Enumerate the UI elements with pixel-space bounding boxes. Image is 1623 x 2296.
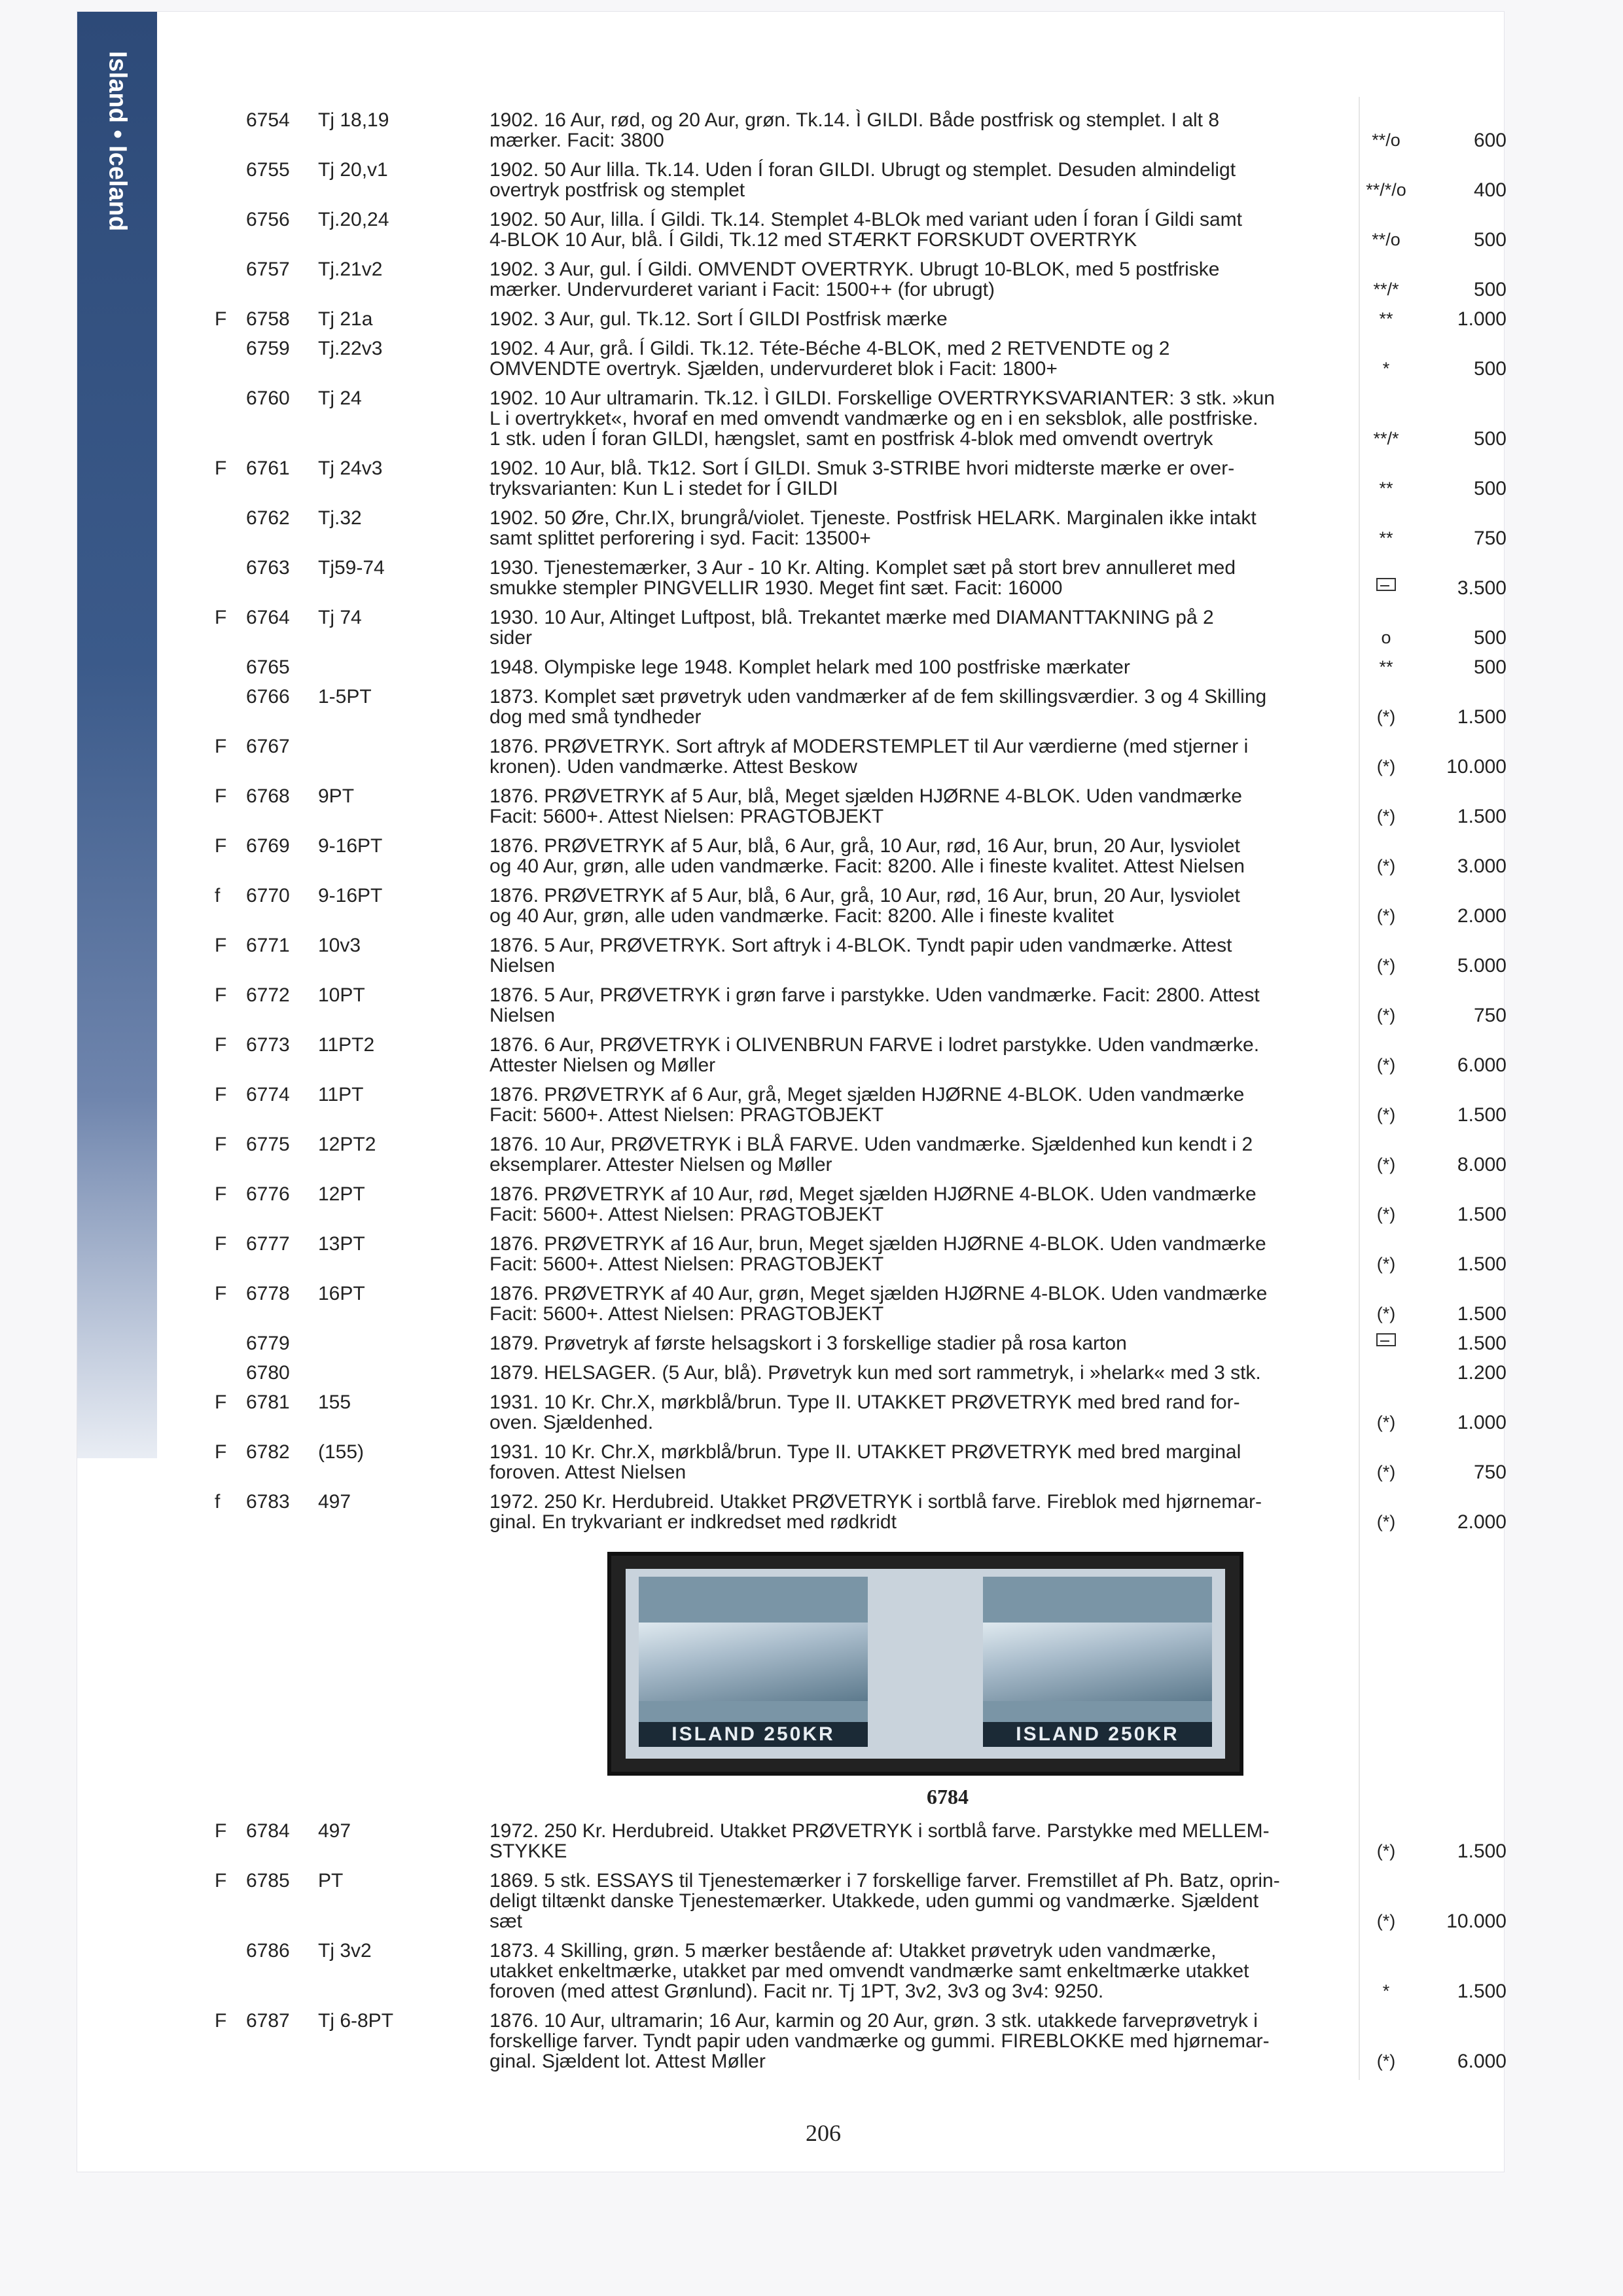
lot-description: 1876. PRØVETRYK af 5 Aur, blå, 6 Aur, grå, 10 Aur, rød, 16 Aur, brun, 20 Aur, lysviolet og 40 Aur, grøn, alle uden vandmærke. Facit: 8200. Alle i fineste kvalitet. Attest Nielsen (490, 835, 1245, 877)
price: 1.500 (1457, 1333, 1507, 1354)
condition: (*) (1376, 707, 1396, 726)
catalogue-number: Tj59-74 (318, 557, 385, 579)
price: 6.000 (1457, 2051, 1507, 2072)
condition: * (1382, 1981, 1390, 2001)
lot-flag: f (215, 1491, 221, 1513)
lot-row (215, 1363, 1517, 1383)
lot-number: 6772 (246, 984, 290, 1006)
lot-row (215, 508, 1517, 548)
lot-flag: F (215, 308, 227, 330)
lot-row (215, 836, 1517, 876)
condition: (*) (1376, 1105, 1396, 1124)
condition: **/* (1373, 279, 1399, 299)
lot-flag: F (215, 984, 227, 1006)
lot-flag: F (215, 457, 227, 479)
condition: (*) (1376, 1254, 1396, 1274)
lot-number: 6762 (246, 507, 290, 529)
price: 2.000 (1457, 905, 1507, 927)
lot-row (215, 110, 1517, 151)
envelope-icon (1376, 1333, 1396, 1346)
price: 1.500 (1457, 806, 1507, 827)
lot-description: 1876. 10 Aur, ultramarin; 16 Aur, karmin og 20 Aur, grøn. 3 stk. utakkede farveprøvetryk i forskellige farver. Tyndt papir uden vandmærke og gummi. FIREBLOKKE med hjørnemar- ginal. Sjældent lot. Attest Møller (490, 2010, 1270, 2072)
lot-description: 1876. PRØVETRYK af 5 Aur, blå, 6 Aur, grå, 10 Aur, rød, 16 Aur, brun, 20 Aur, lysviolet og 40 Aur, grøn, alle uden vandmærke. Facit: 8200. Alle i fineste kvalitet (490, 885, 1240, 927)
catalogue-number: 9PT (318, 785, 355, 807)
condition: **/* (1373, 429, 1399, 448)
price: 500 (1473, 229, 1507, 251)
condition: **/o (1372, 130, 1400, 150)
lot-row (215, 1821, 1517, 1861)
lot-number: 6759 (246, 338, 290, 359)
catalogue-number: Tj.20,24 (318, 209, 389, 230)
price: 750 (1473, 528, 1507, 549)
lot-list-top (215, 110, 1517, 1532)
lot-description: 1902. 3 Aur, gul. Í Gildi. OMVENDT OVERTRYK. Ubrugt 10-BLOK, med 5 postfriske mærker. Undervurderet variant i Facit: 1500++ (for ubrugt) (490, 259, 1220, 300)
lot-number: 6763 (246, 557, 290, 579)
lot-number: 6767 (246, 736, 290, 757)
lot-description: 1948. Olympiske lege 1948. Komplet helark med 100 postfriske mærkater (490, 656, 1130, 678)
price: 1.500 (1457, 706, 1507, 728)
price: 8.000 (1457, 1154, 1507, 1175)
lot-row (215, 886, 1517, 926)
lot-number: 6760 (246, 387, 290, 409)
lot-number: 6786 (246, 1940, 290, 1962)
catalogue-number: Tj.21v2 (318, 259, 383, 280)
catalogue-number: Tj.32 (318, 507, 362, 529)
lot-number: 6756 (246, 209, 290, 230)
sidebar-label: Island • Iceland (103, 51, 132, 232)
price: 1.500 (1457, 1104, 1507, 1126)
condition: (*) (1376, 1462, 1396, 1482)
price: 750 (1473, 1005, 1507, 1026)
lot-description: 1902. 50 Aur, lilla. Í Gildi. Tk.14. Stemplet 4-BLOk med variant uden Í foran Í Gildi samt 4-BLOK 10 Aur, blå. Í Gildi, Tk.12 med STÆRKT FORSKUDT OVERTRYK (490, 209, 1243, 251)
price: 500 (1473, 656, 1507, 678)
condition: **/o (1372, 230, 1400, 249)
catalogue-number: 1-5PT (318, 686, 372, 708)
catalogue-number: 10PT (318, 984, 365, 1006)
stamp-sheet (626, 1569, 1225, 1759)
condition: (*) (1376, 1512, 1396, 1532)
condition: (*) (1376, 1155, 1396, 1174)
lot-number: 6783 (246, 1491, 290, 1513)
lot-number: 6769 (246, 835, 290, 857)
condition: (*) (1376, 1304, 1396, 1323)
lot-description: 1879. Prøvetryk af første helsagskort i 3 forskellige stadier på rosa karton (490, 1333, 1127, 1354)
lot-row (215, 1134, 1517, 1175)
lot-description: 1869. 5 stk. ESSAYS til Tjenestemærker i 7 forskellige farver. Fremstillet af Ph. Batz, oprin- deligt tiltænkt danske Tjenestemærker. Utakkede, uden gummi og vandmærke. Sjældent sæt (490, 1870, 1280, 1932)
lot-number: 6758 (246, 308, 290, 330)
lot-row (215, 1871, 1517, 1931)
lot-description: 1876. PRØVETRYK af 40 Aur, grøn, Meget sjælden HJØRNE 4-BLOK. Uden vandmærke Facit: 5600+. Attest Nielsen: PRAGTOBJEKT (490, 1283, 1268, 1325)
lot-flag: F (215, 1283, 227, 1304)
price: 500 (1473, 279, 1507, 300)
condition: (*) (1376, 1412, 1396, 1432)
condition: (*) (1376, 906, 1396, 925)
lot-row (215, 160, 1517, 200)
condition: (*) (1376, 956, 1396, 975)
lot-number: 6777 (246, 1233, 290, 1255)
lot-description: 1876. 6 Aur, PRØVETRYK i OLIVENBRUN FARVE i lodret parstykke. Uden vandmærke. Attester Nielsen og Møller (490, 1034, 1260, 1076)
lot-number: 6775 (246, 1134, 290, 1155)
lot-row (215, 209, 1517, 250)
lot-number: 6780 (246, 1362, 290, 1384)
lot-flag: F (215, 1034, 227, 1056)
condition: **/*/o (1366, 180, 1406, 200)
stamp-pair-figure (607, 1552, 1243, 1776)
lot-flag: F (215, 835, 227, 857)
stamp-value-text: ISLAND 250KR (983, 1722, 1212, 1747)
lot-flag: F (215, 1183, 227, 1205)
price: 5.000 (1457, 955, 1507, 977)
lot-flag: F (215, 1870, 227, 1892)
lot-flag: F (215, 1391, 227, 1413)
lot-flag: F (215, 1441, 227, 1463)
lot-number: 6755 (246, 159, 290, 181)
lot-number: 6776 (246, 1183, 290, 1205)
lot-row (215, 657, 1517, 677)
country-sidebar (77, 12, 157, 1458)
lot-description: 1876. PRØVETRYK af 6 Aur, grå, Meget sjælden HJØRNE 4-BLOK. Uden vandmærke Facit: 5600+. Attest Nielsen: PRAGTOBJEKT (490, 1084, 1245, 1126)
lot-number: 6765 (246, 656, 290, 678)
catalogue-number: 155 (318, 1391, 351, 1413)
condition: (*) (1376, 757, 1396, 776)
price: 500 (1473, 627, 1507, 649)
price: 3.500 (1457, 577, 1507, 599)
condition: ** (1379, 309, 1393, 329)
catalogue-number: 9-16PT (318, 885, 383, 906)
lot-description: 1876. 10 Aur, PRØVETRYK i BLÅ FARVE. Uden vandmærke. Sjældenhed kun kendt i 2 eksemplarer. Attester Nielsen og Møller (490, 1134, 1253, 1175)
lot-row (215, 935, 1517, 976)
lot-description: 1876. PRØVETRYK af 10 Aur, rød, Meget sjælden HJØRNE 4-BLOK. Uden vandmærke Facit: 5600+. Attest Nielsen: PRAGTOBJEKT (490, 1183, 1257, 1225)
lot-description: 1876. PRØVETRYK. Sort aftryk af MODERSTEMPLET til Aur værdierne (med stjerner i kronen). Uden vandmærke. Attest Beskow (490, 736, 1249, 778)
price: 1.500 (1457, 1303, 1507, 1325)
lot-number: 6774 (246, 1084, 290, 1105)
catalogue-number: Tj 74 (318, 607, 362, 628)
lot-listing (215, 110, 1517, 2081)
lot-list-bottom (215, 1821, 1517, 2072)
lot-number: 6754 (246, 109, 290, 131)
lot-number: 6761 (246, 457, 290, 479)
mountain-illustration (983, 1623, 1212, 1701)
catalogue-number: 16PT (318, 1283, 365, 1304)
price: 500 (1473, 358, 1507, 380)
price: 3.000 (1457, 855, 1507, 877)
catalogue-number: Tj 21a (318, 308, 373, 330)
condition: (*) (1376, 1204, 1396, 1224)
lot-row (215, 687, 1517, 727)
price: 10.000 (1446, 1910, 1507, 1932)
lot-row (215, 1234, 1517, 1274)
lot-description: 1876. 5 Aur, PRØVETRYK. Sort aftryk i 4-BLOK. Tyndt papir uden vandmærke. Attest Nielsen (490, 935, 1232, 977)
lot-description: 1902. 10 Aur, blå. Tk12. Sort Í GILDI. Smuk 3-STRIBE hvori midterste mærke er over- tryksvarianten: Kun L i stedet for Í GILDI (490, 457, 1235, 499)
condition: (*) (1376, 1055, 1396, 1075)
page-number: 206 (806, 2120, 841, 2146)
catalogue-number: 11PT (318, 1084, 364, 1105)
lot-description: 1902. 10 Aur ultramarin. Tk.12. Ì GILDI. Forskellige OVERTRYKSVARIANTER: 3 stk. »kun L i overtrykket«, hvoraf en med omvendt vandmærke og en i en seksblok, alle postfriske. 1 stk. uden Í foran GILDI, hængslet, samt en postfrisk 4-blok med omvendt overtryk (490, 387, 1275, 450)
condition: ** (1379, 478, 1393, 498)
lot-description: 1972. 250 Kr. Herdubreid. Utakket PRØVETRYK i sortblå farve. Parstykke med MELLEM- STYKKE (490, 1820, 1270, 1862)
catalogue-number: 10v3 (318, 935, 361, 956)
lot-description: 1902. 50 Øre, Chr.IX, brungrå/violet. Tjeneste. Postfrisk HELARK. Marginalen ikke intakt samt splittet perforering i syd. Facit: 13500+ (490, 507, 1257, 549)
lot-number: 6784 (246, 1820, 290, 1842)
catalogue-number: Tj 6-8PT (318, 2010, 394, 2032)
lot-row (215, 388, 1517, 449)
lot-description: 1930. 10 Aur, Altinget Luftpost, blå. Trekantet mærke med DIAMANTTAKNING på 2 sider (490, 607, 1214, 649)
lot-number: 6778 (246, 1283, 290, 1304)
condition: ** (1379, 528, 1393, 548)
lot-flag: F (215, 1084, 227, 1105)
lot-flag: F (215, 1134, 227, 1155)
lot-row (215, 309, 1517, 329)
catalogue-number: Tj 20,v1 (318, 159, 388, 181)
condition: o (1381, 628, 1391, 647)
condition: (*) (1376, 856, 1396, 876)
condition: (*) (1376, 2051, 1396, 2071)
price: 1.500 (1457, 1253, 1507, 1275)
price: 1.500 (1457, 1981, 1507, 2002)
lot-row (215, 338, 1517, 379)
lot-row (215, 1184, 1517, 1225)
lot-flag: F (215, 785, 227, 807)
lot-description: 1876. PRØVETRYK af 16 Aur, brun, Meget sjælden HJØRNE 4-BLOK. Uden vandmærke Facit: 5600+. Attest Nielsen: PRAGTOBJEKT (490, 1233, 1266, 1275)
price: 1.500 (1457, 1204, 1507, 1225)
catalogue-number: 9-16PT (318, 835, 383, 857)
price: 1.000 (1457, 1412, 1507, 1433)
stamp-right (983, 1577, 1212, 1747)
lot-row (215, 1492, 1517, 1532)
catalogue-page (77, 12, 1507, 2172)
lot-row (215, 607, 1517, 648)
lot-description: 1902. 3 Aur, gul. Tk.12. Sort Í GILDI Postfrisk mærke (490, 308, 948, 330)
envelope-icon (1376, 578, 1396, 591)
price: 1.000 (1457, 308, 1507, 330)
catalogue-number: Tj 24v3 (318, 457, 383, 479)
catalogue-number: Tj 18,19 (318, 109, 389, 131)
lot-row (215, 1333, 1517, 1354)
lot-row (215, 1085, 1517, 1125)
mountain-illustration (639, 1623, 868, 1701)
lot-flag: F (215, 935, 227, 956)
lot-description: 1902. 4 Aur, grå. Í Gildi. Tk.12. Téte-Béche 4-BLOK, med 2 RETVENDTE og 2 OMVENDTE overtryk. Sjælden, undervurderet blok i Facit: 1800+ (490, 338, 1170, 380)
lot-row (215, 558, 1517, 598)
condition: (*) (1376, 1841, 1396, 1861)
figure-caption: 6784 (927, 1785, 969, 1808)
condition: (*) (1376, 806, 1396, 826)
price: 1.500 (1457, 1840, 1507, 1862)
lot-number: 6787 (246, 2010, 290, 2032)
price: 6.000 (1457, 1054, 1507, 1076)
catalogue-number: 497 (318, 1491, 351, 1513)
lot-description: 1876. 5 Aur, PRØVETRYK i grøn farve i parstykke. Uden vandmærke. Facit: 2800. Attest Nielsen (490, 984, 1260, 1026)
price: 2.000 (1457, 1511, 1507, 1533)
lot-description: 1931. 10 Kr. Chr.X, mørkblå/brun. Type II. UTAKKET PRØVETRYK med bred marginal foroven. Attest Nielsen (490, 1441, 1241, 1483)
condition: (*) (1376, 1005, 1396, 1025)
lot-number: 6779 (246, 1333, 290, 1354)
catalogue-number: (155) (318, 1441, 365, 1463)
lot-flag: F (215, 2010, 227, 2032)
price: 10.000 (1446, 756, 1507, 778)
lot-number: 6782 (246, 1441, 290, 1463)
lot-row (215, 1283, 1517, 1324)
price: 500 (1473, 478, 1507, 499)
condition: ** (1379, 657, 1393, 677)
lot-description: 1930. Tjenestemærker, 3 Aur - 10 Kr. Alting. Komplet sæt på stort brev annulleret med smukke stempler PINGVELLIR 1930. Meget fint sæt. Facit: 16000 (490, 557, 1236, 599)
price: 1.200 (1457, 1362, 1507, 1384)
price: 400 (1473, 179, 1507, 201)
price: 600 (1473, 130, 1507, 151)
lot-description: 1873. 4 Skilling, grøn. 5 mærker bestående af: Utakket prøvetryk uden vandmærke, utakket enkeltmærke, utakket par med omvendt vandmærke samt enkeltmærke utakket foroven (med attest Grønlund). Facit nr. Tj 1PT, 3v2, 3v3 og 3v4: 9250. (490, 1940, 1249, 2002)
catalogue-number: Tj.22v3 (318, 338, 383, 359)
lot-number: 6781 (246, 1391, 290, 1413)
lot-description: 1972. 250 Kr. Herdubreid. Utakket PRØVETRYK i sortblå farve. Fireblok med hjørnemar- ginal. En trykvariant er indkredset med rødkridt (490, 1491, 1262, 1533)
lot-row (215, 2011, 1517, 2072)
catalogue-number: Tj 24 (318, 387, 362, 409)
catalogue-number: 497 (318, 1820, 351, 1842)
lot-flag: F (215, 1233, 227, 1255)
catalogue-number: 12PT2 (318, 1134, 376, 1155)
catalogue-number: 11PT2 (318, 1034, 375, 1056)
lot-row (215, 259, 1517, 300)
lot-number: 6757 (246, 259, 290, 280)
lot-description: 1879. HELSAGER. (5 Aur, blå). Prøvetryk kun med sort rammetryk, i »helark« med 3 stk. (490, 1362, 1261, 1384)
stamp-value-text: ISLAND 250KR (639, 1722, 868, 1747)
lot-row (215, 736, 1517, 777)
catalogue-number: 12PT (318, 1183, 365, 1205)
lot-flag: F (215, 1820, 227, 1842)
lot-number: 6773 (246, 1034, 290, 1056)
lot-row (215, 1941, 1517, 2001)
condition: * (1382, 359, 1390, 378)
lot-row (215, 1392, 1517, 1433)
lot-description: 1873. Komplet sæt prøvetryk uden vandmærker af de fem skillingsværdier. 3 og 4 Skilling dog med små tyndheder (490, 686, 1267, 728)
lot-number: 6770 (246, 885, 290, 906)
condition: (*) (1376, 1911, 1396, 1931)
price: 750 (1473, 1462, 1507, 1483)
lot-row (215, 1035, 1517, 1075)
stamp-left (639, 1577, 868, 1747)
lot-description: 1902. 50 Aur lilla. Tk.14. Uden Í foran GILDI. Ubrugt og stemplet. Desuden almindeligt overtryk postfrisk og stemplet (490, 159, 1236, 201)
lot-number: 6768 (246, 785, 290, 807)
lot-row (215, 1442, 1517, 1482)
lot-flag: f (215, 885, 221, 906)
lot-row (215, 985, 1517, 1026)
lot-flag: F (215, 607, 227, 628)
lot-row (215, 786, 1517, 827)
lot-description: 1931. 10 Kr. Chr.X, mørkblå/brun. Type II. UTAKKET PRØVETRYK med bred rand for- oven. Sjældenhed. (490, 1391, 1240, 1433)
lot-number: 6771 (246, 935, 290, 956)
lot-number: 6785 (246, 1870, 290, 1892)
lot-description: 1902. 16 Aur, rød, og 20 Aur, grøn. Tk.14. Ì GILDI. Både postfrisk og stemplet. I alt 8 mærker. Facit: 3800 (490, 109, 1220, 151)
lot-flag: F (215, 736, 227, 757)
catalogue-number: PT (318, 1870, 344, 1892)
catalogue-number: Tj 3v2 (318, 1940, 372, 1962)
lot-number: 6764 (246, 607, 290, 628)
catalogue-number: 13PT (318, 1233, 365, 1255)
price: 500 (1473, 428, 1507, 450)
lot-number: 6766 (246, 686, 290, 708)
lot-row (215, 458, 1517, 499)
lot-description: 1876. PRØVETRYK af 5 Aur, blå, Meget sjælden HJØRNE 4-BLOK. Uden vandmærke Facit: 5600+. Attest Nielsen: PRAGTOBJEKT (490, 785, 1242, 827)
